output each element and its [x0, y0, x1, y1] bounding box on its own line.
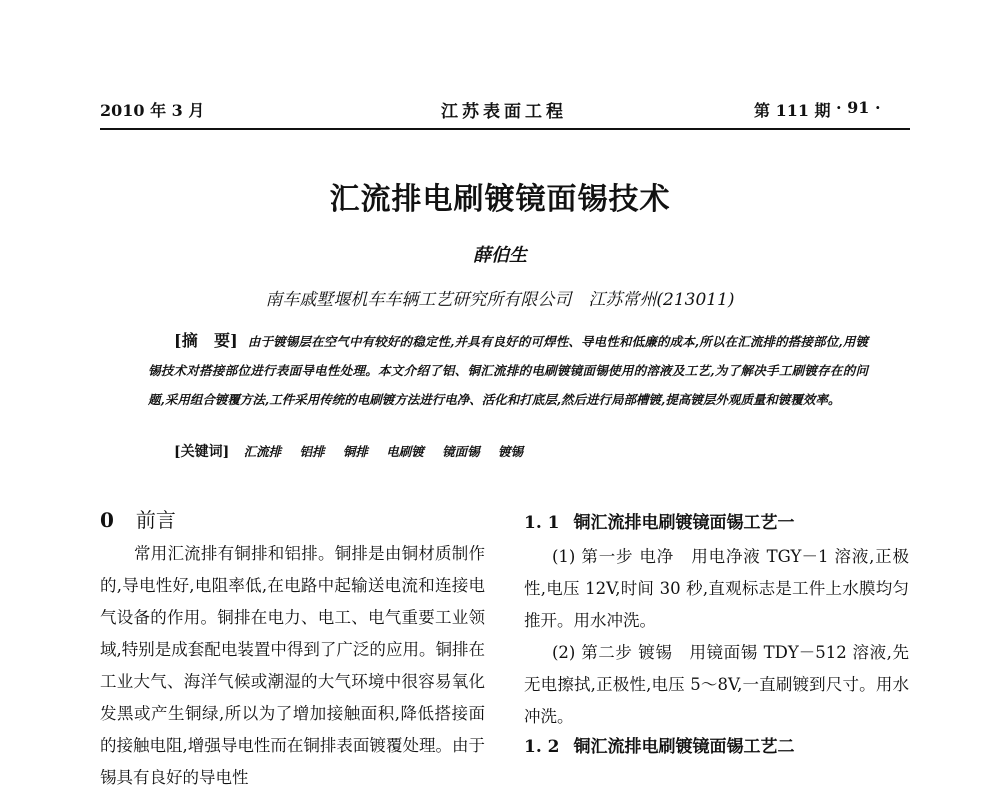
section-number: 1. 1	[524, 513, 560, 533]
keyword: 镜面锡	[442, 444, 480, 459]
keyword: 铝排	[299, 444, 325, 459]
keywords-label: [关键词]	[174, 444, 230, 460]
keyword: 铜排	[342, 444, 368, 459]
abstract-text: 由于镀锡层在空气中有较好的稳定性,并具有良好的可焊性、导电性和低廉的成本,所以在汇流排的搭接部位,用镀锡技术对搭接部位进行表面导电性处理。本文介绍了铝、铜汇流排的电刷镀镜面锡使用的溶液及工艺,为了解决手工刷镀存在的问题,采用组合镀覆方法,工件采用传统的电刷镀方法进行电净、活化和打底层,然后进行局部槽镀,提高镀层外观质量和镀覆效率。	[148, 334, 868, 407]
author-affiliation: 南车戚墅堰机车车辆工艺研究所有限公司 江苏常州(213011)	[265, 290, 735, 310]
section-title: 铜汇流排电刷镀镜面锡工艺一	[573, 513, 795, 533]
issue-number: 第 111 期	[754, 101, 831, 120]
journal-name: 江苏表面工程	[441, 102, 567, 122]
keyword: 汇流排	[243, 444, 282, 459]
page-number: · 91 ·	[836, 98, 881, 117]
section-number: 0	[100, 508, 114, 532]
abstract	[148, 326, 868, 414]
process-step-2: (2) 第二步 镀锡 用镜面锡 TDY－512 溶液,先无电擦拭,正极性,电压 5～8V,一直刷镀到尺寸。用水冲洗。	[524, 643, 909, 726]
process-step-1: (1) 第一步 电净 用电净液 TGY－1 溶液,正极性,电压 12V,时间 30 秒,直观标志是工件上水膜均匀推开。用水冲洗。	[524, 547, 909, 630]
author-name: 薛伯生	[473, 245, 527, 266]
section-1-1-heading	[524, 508, 795, 533]
keyword: 电刷镀	[386, 444, 424, 459]
section-title: 铜汇流排电刷镀镜面锡工艺二	[573, 737, 795, 757]
section-0-heading	[100, 504, 176, 533]
section-title: 前言	[135, 508, 176, 532]
article-title: 汇流排电刷镀镜面锡技术	[329, 182, 671, 217]
header-rule	[100, 128, 910, 130]
section-1-2-heading	[524, 732, 795, 757]
keyword: 镀锡	[497, 444, 523, 459]
section-number: 1. 2	[524, 737, 560, 757]
header-date: 2010 年 3 月	[100, 101, 205, 120]
abstract-label: [摘 要]	[174, 331, 238, 350]
keywords	[174, 441, 537, 461]
section-0-paragraph: 常用汇流排有铜排和铝排。铜排是由铜材质制作的,导电性好,电阻率低,在电路中起输送电流和连接电气设备的作用。铜排在电力、电工、电气重要工业领域,特别是成套配电装置中得到了广泛的应用。铜排在工业大气、海洋气候或潮湿的大气环境中很容易氧化发黑或产生铜绿,所以为了增加接触面积,降低搭接面的接触电阻,增强导电性而在铜排表面镀覆处理。由于锡具有良好的导电性	[100, 544, 485, 787]
